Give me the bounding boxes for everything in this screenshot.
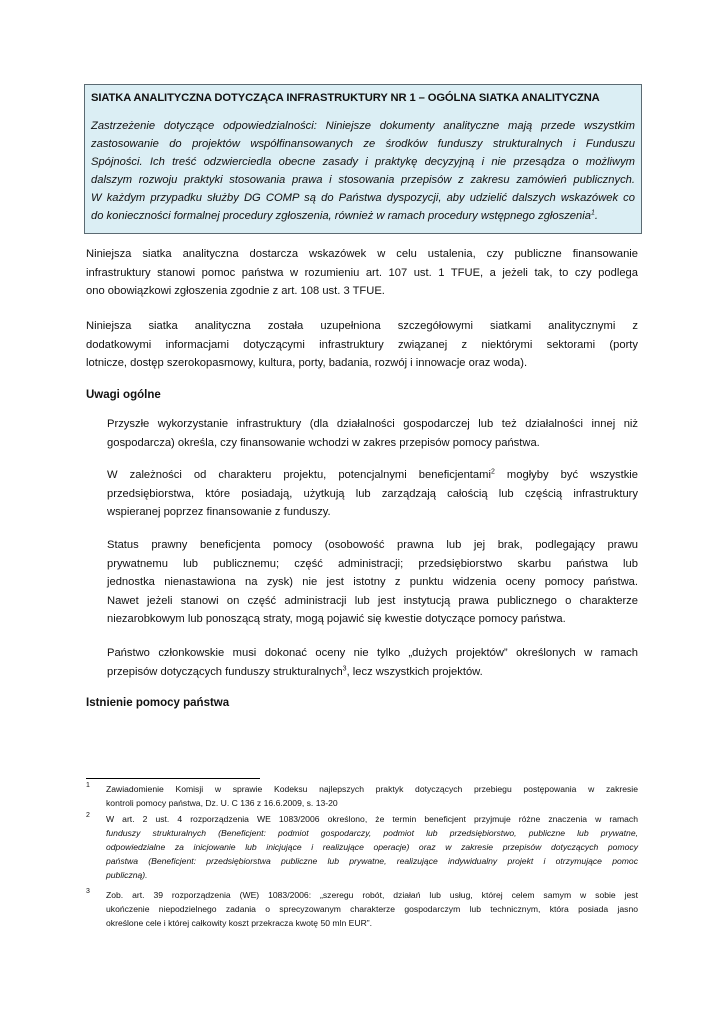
text-line: Niniejsza siatka analityczna została uzupełniona szczegółowymi siatkami analitycznymi z — [86, 320, 638, 332]
footnote-line: Zawiadomienie Komisji w sprawie Kodeksu najlepszych praktyk dotyczących przebiegu postępowania w zakresie — [106, 784, 638, 794]
disclaimer-line-text: do konieczności formalnej procedury zgłoszenia, również w ramach procedury wstępnego zgłoszenia — [91, 210, 591, 222]
footnote-ref[interactable]: 3 — [342, 664, 347, 672]
text-line: wspieranej poprzez finansowanie z funduszy. — [107, 506, 331, 519]
footnote-number: 1 — [86, 782, 90, 789]
text-line: Państwo członkowskie musi dokonać oceny nie tylko „dużych projektów” określonych w ramach — [107, 647, 638, 659]
footnote-1 — [86, 782, 638, 810]
footnote-3 — [86, 888, 638, 930]
text-line: Status prawny beneficjenta pomocy (osobowość prawna lub jej brak, podlegający prawu — [107, 539, 638, 551]
text-segment: , lecz wszystkich projektów. — [346, 665, 483, 678]
disclaimer-line: zastosowanie do projektów współfinansowanych ze środków funduszy strukturalnych i Funduszu — [91, 138, 635, 150]
footnote-line: Zob. art. 39 rozporządzenia (WE) 1083/2006: „szeregu robót, działań lub usług, której celem samym w sobie jest — [106, 890, 638, 900]
text-line: prywatnemu lub publicznemu; część administracji; przedsiębiorstwo skarbu państwa lub — [107, 557, 638, 570]
footnote-separator — [86, 778, 260, 779]
box-title: SIATKA ANALITYCZNA DOTYCZĄCA INFRASTRUKTURY NR 1 – OGÓLNA SIATKA ANALITYCZNA — [91, 92, 600, 104]
disclaimer-line: Zastrzeżenie dotyczące odpowiedzialności: Niniejsze dokumenty analityczne mają przede wszystkim — [91, 120, 635, 132]
general-paragraph-4 — [107, 644, 638, 681]
text-line: lotnicze, dostęp szerokopasmowy, kultura, porty, badania, rozwój i innowacje oraz woda). — [86, 357, 528, 370]
disclaimer-line: W każdym przypadku służby DG COMP są do Państwa dyspozycji, aby udzielić dalszych wskazówek co — [91, 192, 635, 204]
text-line: Nawet jeżeli stanowi on część administracji lub jest instytucją prawa publicznego o charakterze — [107, 594, 638, 607]
footnote-line: publiczną). — [106, 870, 148, 880]
footnote-line: kontroli pomocy państwa, Dz. U. C 136 z 16.6.2009, s. 13-20 — [106, 798, 338, 808]
text-segment: W zależności od charakteru projektu, potencjalnymi beneficjentami — [107, 469, 491, 481]
disclaimer-line: dalszym rozwoju praktyki stosowania prawa i stosowania przepisów z zakresu zamówień publicznych. — [91, 174, 635, 186]
footnote-number: 2 — [86, 812, 90, 819]
text-line-with-ref — [107, 466, 638, 485]
intro-paragraph-1 — [86, 245, 638, 301]
footnote-line: W art. 2 ust. 4 rozporządzenia WE 1083/2006 określono, że termin beneficjent przyjmuje różne znaczenia w ramach — [106, 814, 638, 824]
footnote-line: funduszy strukturalnych (Beneficjent: podmiot gospodarczy, podmiot lub przedsiębiorstwo, publiczne lub prywatne, — [106, 828, 638, 838]
text-line: Niniejsza siatka analityczna dostarcza wskazówek w celu ustalenia, czy publiczne finansowanie — [86, 248, 638, 260]
footnote-ref[interactable]: 2 — [490, 468, 495, 476]
disclaimer-line-last: do konieczności formalnej procedury zgłoszenia, również w ramach procedury wstępnego zgłoszenia$^1$. — [91, 209, 598, 222]
general-paragraph-1 — [107, 415, 638, 452]
general-paragraph-2 — [107, 466, 638, 522]
text-line-with-ref — [107, 663, 638, 682]
text-line: przedsiębiorstwa, które posiadają, użytkują lub zarządzają całością lub częścią infrastruktury — [107, 487, 638, 500]
text-line: ono obowiązkowi zgłoszenia zgodnie z art. 108 ust. 3 TFUE. — [86, 285, 385, 298]
footnote-line: odpowiedzialne za inicjowanie lub inicjujące i realizujące operacje) oraz w zakresie przepisów dotyczących pomocy — [106, 842, 638, 852]
footnote-line: określone cele i której całkowity koszt przekracza kwotę 50 mln EUR”. — [106, 918, 373, 928]
text-line: niezarobkowym lub ponoszącą straty, mogą pojawić się kwestie dotyczące pomocy państwa. — [107, 613, 566, 626]
footnote-number: 3 — [86, 888, 90, 895]
text-line: Przyszłe wykorzystanie infrastruktury (dla działalności gospodarczej lub też działalności innej niż — [107, 418, 638, 430]
footnote-2 — [86, 812, 638, 882]
footnote-ref[interactable]: 1 — [590, 209, 595, 217]
general-paragraph-3 — [107, 536, 638, 629]
footnote-line: ukończenie niepodzielnego zadania o sprecyzowanym charakterze gospodarczym lub technicznym, która posiada jasno — [106, 904, 638, 914]
text-line: dodatkowymi informacjami dotyczącymi infrastruktury związanej z niektórymi sektorami (porty — [86, 338, 638, 351]
disclaimer-text — [91, 117, 635, 225]
footnote-line: państwa (Beneficjent: przedsiębiorstwa publiczne lub prywatne, realizujące indywidualny projekt i otrzymujące pomoc — [106, 856, 638, 866]
intro-paragraph-2 — [86, 317, 638, 373]
text-line: infrastruktury stanowi pomoc państwa w rozumieniu art. 107 ust. 1 TFUE, a jeżeli tak, to czy podlega — [86, 266, 638, 279]
heading-general-remarks: Uwagi ogólne — [86, 389, 161, 401]
disclaimer-box — [84, 84, 642, 234]
disclaimer-line: Spójności. Ich treść odzwierciedla obecne zasady i praktykę decyzyjną i nie przesądza o możliwym — [91, 156, 635, 168]
text-segment: mogłyby być wszystkie — [494, 469, 638, 481]
text-segment: przepisów dotyczących funduszy strukturalnych — [107, 665, 343, 678]
heading-existence-of-aid: Istnienie pomocy państwa — [86, 697, 230, 709]
text-line: jednostka nienastawiona na zysk) nie jest istotny z punktu widzenia oceny pomocy państwa. — [107, 576, 638, 589]
text-line: gospodarcza) określa, czy finansowanie wchodzi w zakres przepisów pomocy państwa. — [107, 436, 540, 449]
